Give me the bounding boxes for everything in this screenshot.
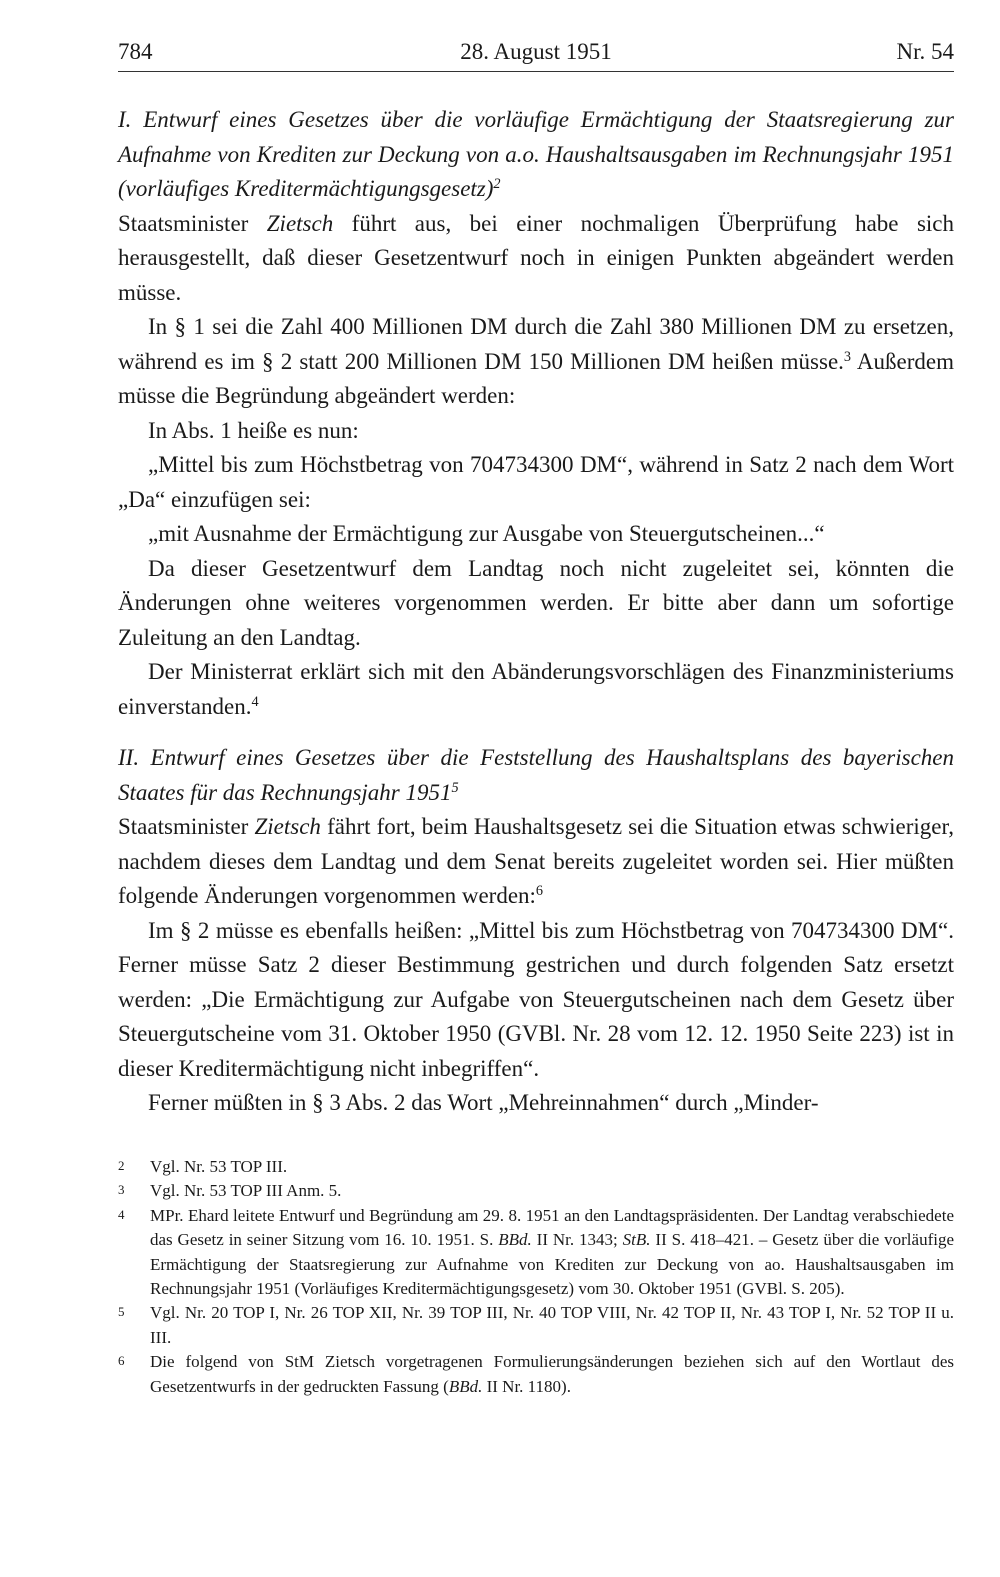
header-date: 28. August 1951 (460, 39, 612, 64)
footnote: 3 Vgl. Nr. 53 TOP III Anm. 5. (118, 1179, 954, 1203)
paragraph: Staatsminister Zietsch führt aus, bei einer nochmaligen Überprüfung habe sich herausgestellt, daß dieser Gesetzentwurf noch in einigen Punkten abgeändert werden müsse. (118, 210, 954, 305)
footnote-ref: 6 (535, 883, 544, 900)
footnote: 2 Vgl. Nr. 53 TOP III. (118, 1155, 954, 1179)
page-number: 784 (118, 39, 153, 64)
issue-number: Nr. 54 (896, 39, 954, 64)
footnote: 6 Die folgend von StM Zietsch vorgetragenen Formulierungsänderungen beziehen sich auf den Wortlaut des Gesetzentwurfs in der gedruckten Fassung (BBd. II Nr. 1180). (118, 1350, 954, 1399)
paragraph: „mit Ausnahme der Ermächtigung zur Ausgabe von Steuergutscheinen...“ (148, 521, 825, 546)
footnote-ref: 3 (843, 348, 852, 365)
paragraph: In § 1 sei die Zahl 400 Millionen DM durch die Zahl 380 Millionen DM zu ersetzen, während es im § 2 statt 200 Millionen DM 150 Millionen DM heißen müsse.$^3$ Außerdem müsse die Begründung abgeändert werden: (118, 314, 954, 408)
running-header (118, 36, 954, 68)
paragraph: Im § 2 müsse es ebenfalls heißen: „Mittel bis zum Höchstbetrag von 704734300 DM“. Ferner müsse Satz 2 dieser Bestimmung gestrichen und durch folgenden Satz ersetzt werden: „Die Ermächtigung zur Aufgabe von Steuergutscheinen nach dem Gesetz über Steuergutscheine vom 31. Oktober 1950 (GVBl. Nr. 28 vom 12. 12. 1950 Seite 223) ist in dieser Kreditermächtigung nicht inbegriffen“. (118, 917, 954, 1081)
footnote: 4 MPr. Ehard leitete Entwurf und Begründung am 29. 8. 1951 an den Landtagspräsidenten. Der Landtag verabschiedete das Gesetz in seiner Sitzung vom 16. 10. 1951. S. BBd. II Nr. 1343; StB. II S. 418–421. – Gesetz über die vorläufige Ermächtigung der Staatsregierung zur Aufnahme von Krediten zur Deckung von ao. Haushaltsausgaben im Rechnungsjahr 1951 (Vorläufiges Kreditermächtigungsgesetz) vom 30. Oktober 1951 (GVBl. S. 205). (118, 1204, 954, 1302)
paragraph: In Abs. 1 heiße es nun: (148, 417, 359, 443)
paragraph: Der Ministerrat erklärt sich mit den Abänderungsvorschlägen des Finanzministeriums einverstanden.$^4$ (118, 659, 954, 719)
footnote-ref: 4 (251, 693, 259, 710)
paragraph: Ferner müßten in § 3 Abs. 2 das Wort „Mehreinnahmen“ durch „Minder- (148, 1090, 819, 1115)
footnote-number: 2 (118, 1158, 125, 1173)
paragraph: Da dieser Gesetzentwurf dem Landtag noch nicht zugeleitet sei, könnten die Änderungen ohne weiteres vorgenommen werden. Er bitte aber dann um sofortige Zuleitung an den Landtag. (118, 555, 954, 650)
footnote-ref: 5 (451, 779, 459, 796)
speaker-name: Zietsch (266, 210, 334, 236)
footnote: 5 Vgl. Nr. 20 TOP I, Nr. 26 TOP XII, Nr. 39 TOP III, Nr. 40 TOP VIII, Nr. 42 TOP II, Nr. 43 TOP I, Nr. 52 TOP II u. III. (118, 1301, 954, 1350)
footnote-number: 6 (118, 1353, 125, 1369)
section-heading-1: I. Entwurf eines Gesetzes über die vorläufige Ermächtigung der Staatsregierung zur Aufnahme von Krediten zur Deckung von a.o. Haushaltsausgaben im Rechnungsjahr 1951 (vorläufiges Kreditermächtigungsgesetz)$^2$ (118, 107, 954, 201)
footnote-number: 3 (118, 1182, 125, 1198)
section-heading-2: II. Entwurf eines Gesetzes über die Feststellung des Haushaltsplans des bayerischen Staates für das Rechnungsjahr 1951$^5$ (118, 745, 954, 805)
main-text (118, 103, 954, 1121)
paragraph: Staatsminister Zietsch fährt fort, beim Haushaltsgesetz sei die Situation etwas schwieriger, nachdem dieses dem Landtag und dem Senat bereits zugeleitet worden sei. Hier müßten folgende Änderungen vorgenommen werden:$^6$ (118, 814, 954, 908)
footnote-number: 4 (118, 1206, 125, 1222)
footnotes (118, 1155, 954, 1399)
speaker-name: Zietsch (254, 814, 321, 839)
paragraph: „Mittel bis zum Höchstbetrag von 704734300 DM“, während in Satz 2 nach dem Wort „Da“ einzufügen sei: (118, 452, 954, 512)
footnote-ref: 2 (493, 176, 501, 193)
footnote-number: 5 (118, 1304, 125, 1320)
header-rule (118, 71, 954, 72)
